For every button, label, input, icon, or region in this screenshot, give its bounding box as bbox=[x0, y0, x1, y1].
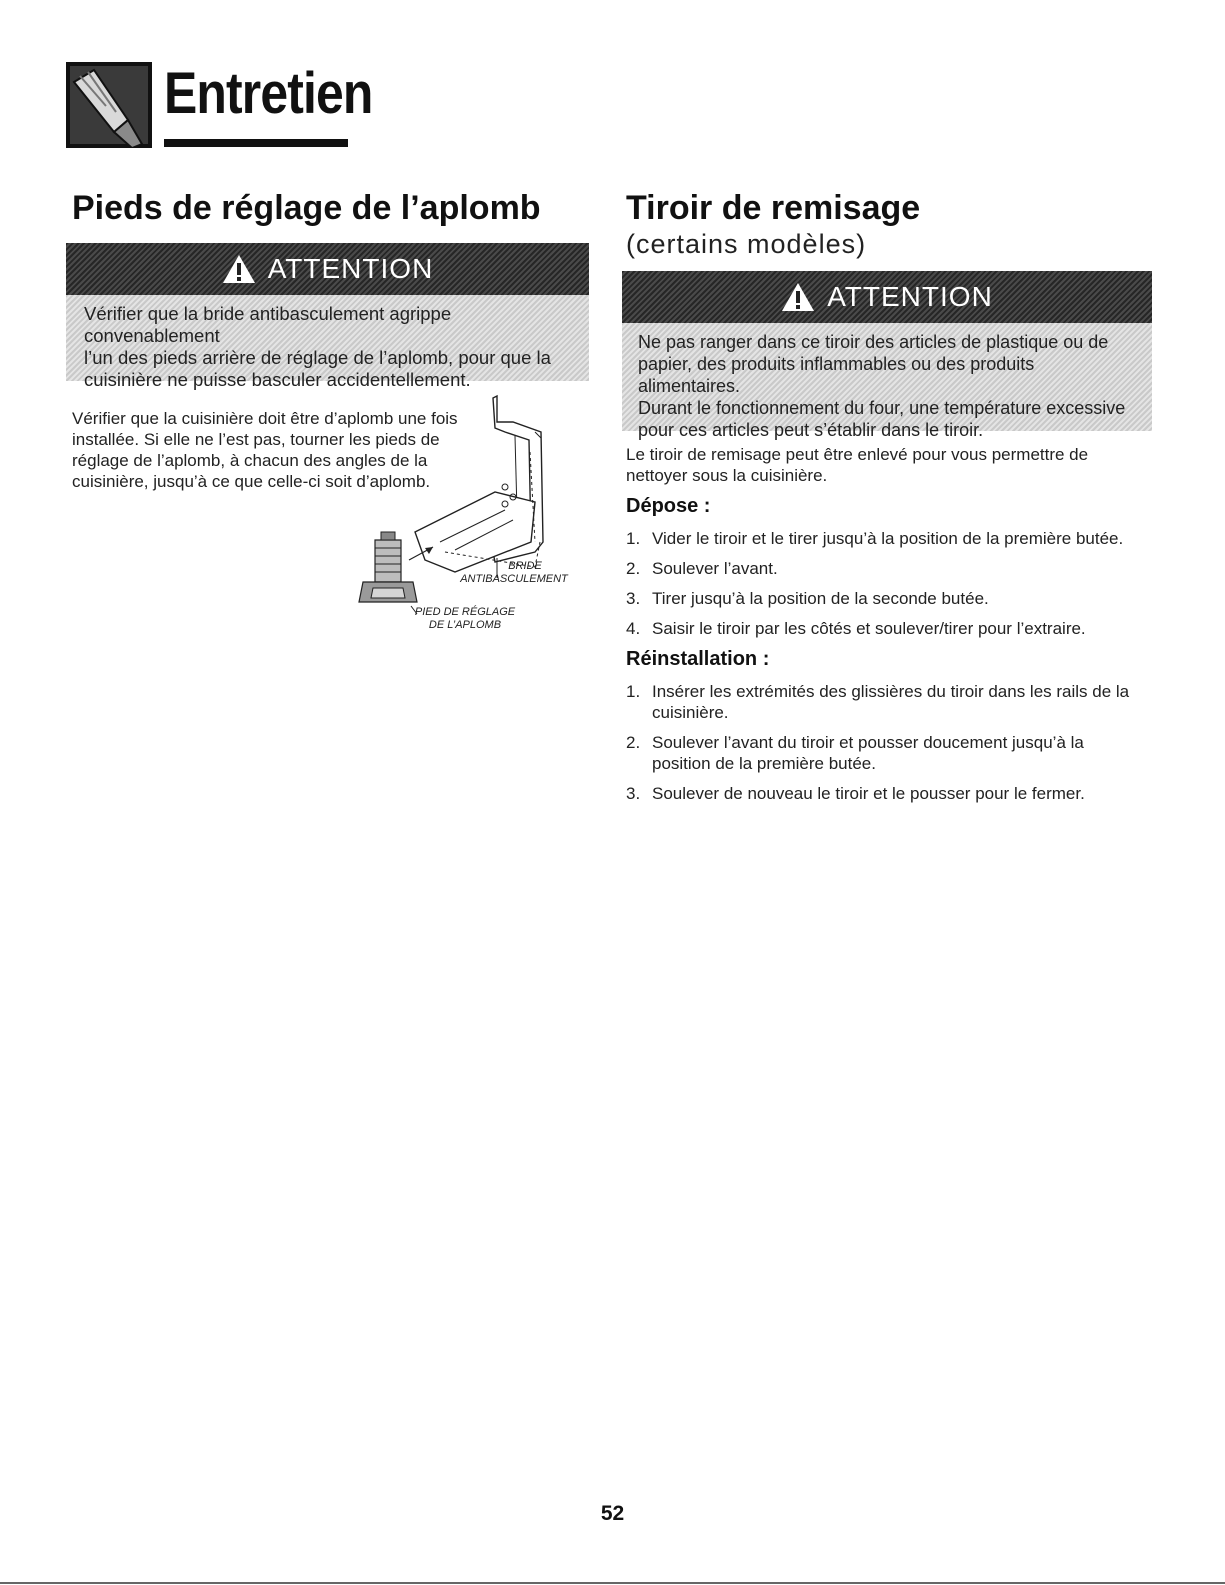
removal-steps bbox=[626, 528, 1146, 648]
warning-text bbox=[622, 323, 1152, 440]
step-text: Soulever de nouveau le tiroir et le pousser pour le fermer. bbox=[652, 784, 1085, 803]
warning-line: cuisinière ne puisse basculer accidentellement. bbox=[84, 369, 471, 390]
text-line: Vérifier que la cuisinière doit être d’aplomb une fois bbox=[72, 409, 458, 428]
step-number: 3. bbox=[626, 589, 641, 608]
warning-header bbox=[66, 243, 589, 295]
list-item bbox=[626, 588, 1146, 609]
reinstall-heading: Réinstallation : bbox=[626, 648, 770, 670]
storage-drawer-title: Tiroir de remisage bbox=[626, 189, 921, 227]
header-underline bbox=[164, 139, 348, 147]
list-item bbox=[626, 681, 1146, 723]
removal-heading: Dépose : bbox=[626, 495, 711, 517]
warning-line: l’un des pieds arrière de réglage de l’aplomb, pour que la bbox=[84, 347, 551, 368]
warning-triangle-icon bbox=[781, 282, 815, 312]
step-number: 4. bbox=[626, 619, 641, 638]
step-number: 1. bbox=[626, 682, 641, 701]
warning-heading: ATTENTION bbox=[827, 281, 993, 312]
label-line: DE L’APLOMB bbox=[428, 619, 502, 631]
drawer-warning-box bbox=[622, 271, 1152, 440]
step-text: Soulever l’avant du tiroir et pousser doucement jusqu’à la position de la première butée. bbox=[652, 733, 1084, 773]
warning-line: papier, des produits inflammables ou des produits alimentaires. bbox=[638, 354, 1035, 396]
bracket-label-2 bbox=[455, 573, 573, 586]
step-text: Tirer jusqu’à la position de la seconde butée. bbox=[652, 589, 989, 608]
list-item bbox=[626, 732, 1146, 774]
list-item bbox=[626, 528, 1146, 549]
storage-drawer-subtitle: (certains modèles) bbox=[626, 229, 867, 259]
list-item bbox=[626, 558, 1146, 579]
step-text: Soulever l’avant. bbox=[652, 559, 778, 578]
warning-triangle-icon bbox=[222, 254, 256, 284]
warning-line: Ne pas ranger dans ce tiroir des articles de plastique ou de bbox=[638, 332, 1109, 352]
warning-heading: ATTENTION bbox=[267, 253, 434, 284]
bracket-illustration bbox=[345, 392, 585, 642]
text-line: installée. Si elle ne l’est pas, tourner les pieds de bbox=[72, 430, 440, 449]
leveling-warning-box bbox=[66, 243, 589, 390]
step-text: Vider le tiroir et le tirer jusqu’à la position de la première butée. bbox=[652, 529, 1124, 548]
list-item bbox=[626, 618, 1146, 639]
step-text: Saisir le tiroir par les côtés et soulever/tirer pour l’extraire. bbox=[652, 619, 1086, 638]
text-line: Le tiroir de remisage peut être enlevé pour vous permettre de bbox=[626, 445, 1089, 464]
screwdriver-icon bbox=[66, 62, 152, 148]
step-text: Insérer les extrémités des glissières du tiroir dans les rails de la cuisinière. bbox=[652, 682, 1130, 722]
warning-line: pour ces articles peut s’établir dans le tiroir. bbox=[638, 420, 984, 440]
label-line: BRIDE bbox=[508, 560, 542, 572]
bracket-label bbox=[495, 560, 555, 573]
text-line: nettoyer sous la cuisinière. bbox=[626, 466, 828, 485]
reinstall-steps bbox=[626, 681, 1146, 813]
step-number: 2. bbox=[626, 559, 641, 578]
page-number: 52 bbox=[600, 1502, 625, 1525]
step-number: 3. bbox=[626, 784, 641, 803]
text-line: cuisinière, jusqu’à ce que celle-ci soit d’aplomb. bbox=[72, 472, 431, 491]
step-number: 1. bbox=[626, 529, 641, 548]
warning-line: Vérifier que la bride antibasculement agrippe convenablement bbox=[84, 303, 452, 346]
warning-header bbox=[622, 271, 1152, 323]
drawer-intro bbox=[626, 444, 1146, 486]
anti-tip-bracket-figure bbox=[345, 392, 585, 642]
text-line: réglage de l’aplomb, à chacun des angles de la bbox=[72, 451, 428, 470]
label-line: PIED DE RÉGLAGE bbox=[414, 606, 516, 618]
bottom-divider bbox=[0, 1582, 1225, 1584]
warning-line: Durant le fonctionnement du four, une température excessive bbox=[638, 398, 1126, 418]
label-line: ANTIBASCULEMENT bbox=[460, 573, 568, 585]
page-header-title: Entretien bbox=[164, 61, 373, 126]
leveling-legs-title: Pieds de réglage de l’aplomb bbox=[72, 189, 541, 227]
warning-text bbox=[66, 295, 589, 390]
step-number: 2. bbox=[626, 733, 641, 752]
leveling-leg-label bbox=[405, 606, 525, 632]
list-item bbox=[626, 783, 1146, 804]
